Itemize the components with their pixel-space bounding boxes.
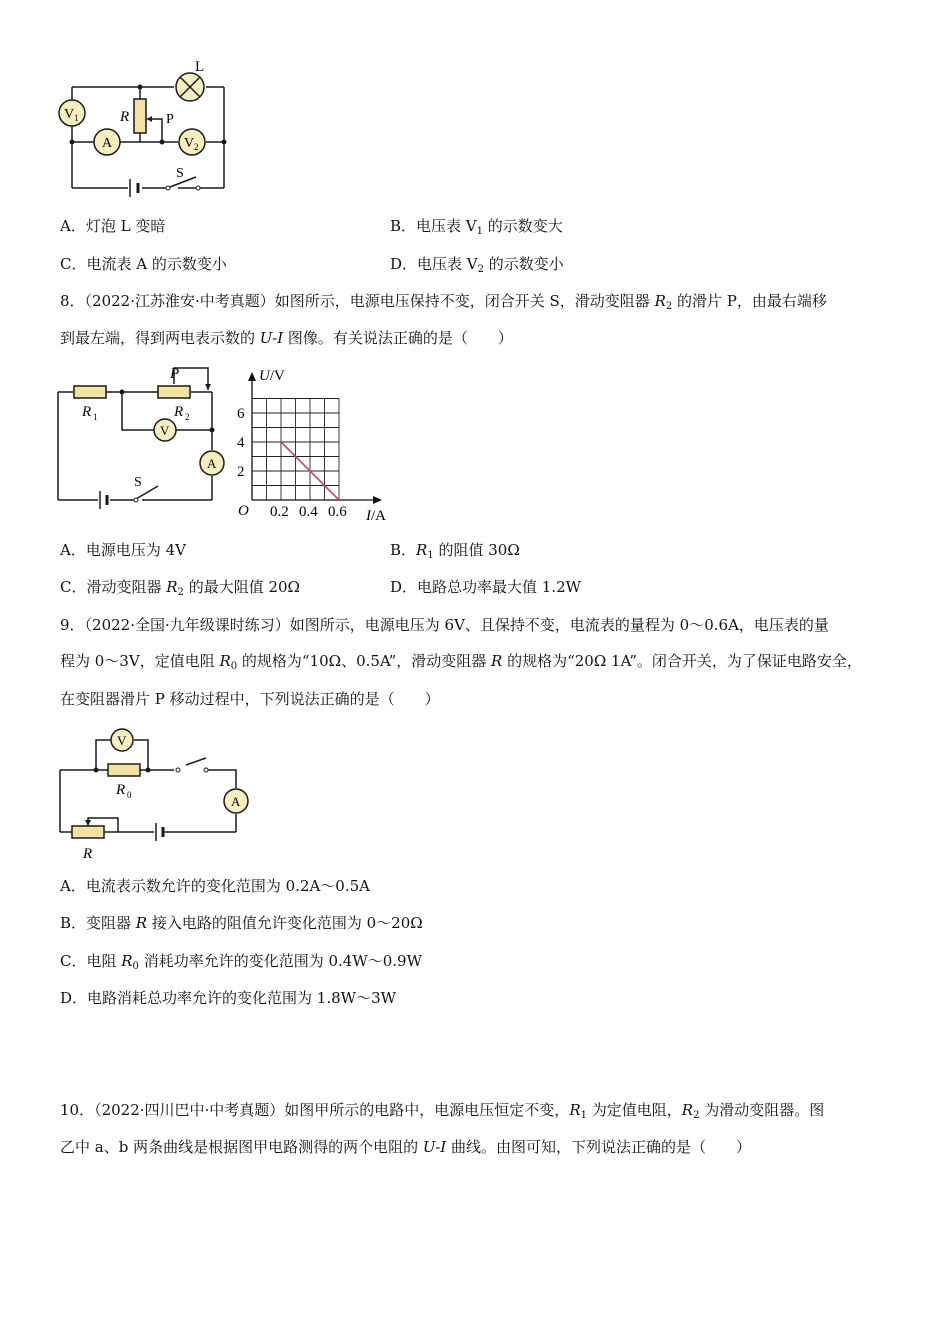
q9-line2-sub: 0 bbox=[230, 661, 238, 672]
q7-option-c-text: C．电流表 A 的示数变小 bbox=[60, 255, 227, 273]
q10-line2-var: U-I bbox=[422, 1138, 447, 1156]
q8-option-a-text: A．电源电压为 4V bbox=[60, 541, 186, 559]
ammeter-label: A bbox=[231, 794, 241, 809]
ammeter-label: A bbox=[207, 456, 217, 471]
x-tick-label: 0.4 bbox=[299, 504, 318, 520]
q7-option-c bbox=[60, 254, 227, 274]
q8-stem-line2 bbox=[60, 328, 513, 348]
rheostat-symbol bbox=[72, 826, 104, 838]
q9-option-b bbox=[60, 913, 423, 933]
q10-line1-var: R bbox=[569, 1101, 581, 1119]
r1-subscript: 1 bbox=[93, 412, 98, 422]
q8-circuit-diagram bbox=[50, 362, 230, 522]
q9-stem-line3 bbox=[60, 689, 440, 709]
q8-line1-sub: 2 bbox=[665, 301, 673, 312]
q8-line2-text-end: 图像。有关说法正确的是（ ） bbox=[283, 329, 513, 347]
q9-line3-text: 在变阻器滑片 P 移动过程中，下列说法正确的是（ ） bbox=[60, 690, 440, 708]
q10-line2-text: 乙中 a、b 两条曲线是根据图甲电路测得的两个电阻的 bbox=[60, 1138, 423, 1156]
q10-line1-var2: R bbox=[681, 1101, 694, 1119]
q7-option-b-sub: 1 bbox=[476, 226, 483, 237]
q7-option-d bbox=[390, 254, 564, 280]
q10-line1-text: 10．（2022·四川巴中·中考真题）如图甲所示的电路中，电源电压恒定不变， bbox=[60, 1101, 570, 1119]
voltmeter-v2-subscript: 2 bbox=[194, 142, 199, 152]
q7-option-b-text-end: 的示数变大 bbox=[483, 217, 563, 235]
rheostat-label: R bbox=[83, 846, 93, 862]
q8-option-c bbox=[60, 577, 300, 603]
r1-label: R bbox=[82, 404, 92, 420]
q9-option-c-text: C．电阻 bbox=[60, 952, 122, 970]
q8-line1-text-end: 的滑片 P，由最右端移 bbox=[672, 292, 827, 310]
r0-label: R bbox=[116, 782, 126, 798]
q8-option-c-sub: 2 bbox=[177, 587, 184, 598]
q8-ui-graph bbox=[232, 368, 402, 526]
q8-option-c-var: R bbox=[166, 578, 178, 596]
q9-option-b-var: R bbox=[135, 914, 148, 932]
q10-line1-sub2: 2 bbox=[693, 1110, 700, 1121]
y-tick-label: 4 bbox=[237, 435, 245, 451]
q9-option-c bbox=[60, 951, 422, 977]
q7-circuit-diagram bbox=[50, 55, 240, 200]
q9-circuit-diagram bbox=[50, 722, 250, 867]
q8-line2-text: 到最左端，得到两电表示数的 bbox=[60, 329, 260, 347]
q8-option-b-var: R bbox=[416, 541, 428, 559]
q9-option-b-text-end: 接入电路的阻值允许变化范围为 0～20Ω bbox=[147, 914, 423, 932]
q8-option-d-text: D．电路总功率最大值 1.2W bbox=[390, 578, 582, 596]
q10-line1-sub: 1 bbox=[580, 1110, 587, 1121]
rheostat-symbol bbox=[134, 99, 146, 133]
q7-option-b bbox=[390, 216, 563, 242]
q9-line2-var2: R bbox=[491, 652, 503, 670]
x-tick-label: 0.2 bbox=[270, 504, 289, 520]
q9-option-b-text: B．变阻器 bbox=[60, 914, 136, 932]
q9-option-c-sub: 0 bbox=[132, 961, 139, 972]
q9-stem-line1 bbox=[60, 615, 829, 635]
q9-line1-text: 9．（2022·全国·九年级课时练习）如图所示，电源电压为 6V、且保持不变，电流表的量程为 0～0.6A，电压表的量 bbox=[60, 616, 829, 634]
q8-line1-text: 8．（2022·江苏淮安·中考真题）如图所示，电源电压保持不变，闭合开关 S，滑动变阻器 bbox=[60, 292, 655, 310]
q7-option-a-text: A．灯泡 L 变暗 bbox=[60, 217, 166, 235]
q7-option-d-text: D．电压表 V bbox=[390, 255, 478, 273]
q8-option-c-text-end: 的最大阻值 20Ω bbox=[183, 578, 300, 596]
slider-label: P bbox=[166, 112, 174, 127]
switch-label: S bbox=[134, 475, 142, 490]
y-tick-label: 2 bbox=[237, 464, 245, 480]
q8-option-d bbox=[390, 577, 581, 597]
q8-option-b-text-end: 的阻值 30Ω bbox=[433, 541, 520, 559]
slider-p-label: P bbox=[170, 366, 180, 382]
q9-option-c-var: R bbox=[121, 952, 133, 970]
q9-option-a bbox=[60, 876, 370, 896]
q8-option-a bbox=[60, 540, 186, 560]
r0-resistor-symbol bbox=[108, 764, 140, 776]
q9-line2-text-mid: 的规格为“10Ω、0.5A”，滑动变阻器 bbox=[237, 652, 492, 670]
q8-line2-var: U-I bbox=[259, 329, 284, 347]
q10-line2-text-end: 曲线。由图可知，下列说法正确的是（ ） bbox=[446, 1138, 752, 1156]
q10-stem-line1 bbox=[60, 1100, 824, 1126]
ammeter-label: A bbox=[102, 136, 113, 151]
y-axis-arrow bbox=[248, 372, 256, 381]
voltmeter-v1-label: V bbox=[64, 107, 75, 122]
q9-line2-text: 程为 0～3V，定值电阻 bbox=[60, 652, 220, 670]
origin-label: O bbox=[238, 503, 249, 519]
q7-option-d-text-end: 的示数变小 bbox=[484, 255, 564, 273]
rheostat-label: R bbox=[120, 109, 130, 125]
q9-option-a-text: A．电流表示数允许的变化范围为 0.2A～0.5A bbox=[60, 877, 370, 895]
x-axis-arrow bbox=[373, 496, 382, 504]
q7-option-a bbox=[60, 216, 165, 236]
q9-option-d-text: D．电路消耗总功率允许的变化范围为 1.8W～3W bbox=[60, 989, 397, 1007]
q7-option-b-text: B．电压表 V bbox=[390, 217, 477, 235]
q8-option-b bbox=[390, 540, 520, 566]
q8-option-b-text: B． bbox=[390, 541, 417, 559]
q9-line2-var: R bbox=[219, 652, 231, 670]
q8-line1-var: R bbox=[654, 292, 666, 310]
q8-option-c-text: C．滑动变阻器 bbox=[60, 578, 167, 596]
r2-rheostat-symbol bbox=[158, 386, 190, 398]
voltmeter-label: V bbox=[117, 733, 127, 748]
q7-option-d-sub: 2 bbox=[477, 264, 485, 275]
voltmeter-label: V bbox=[160, 423, 170, 438]
q9-stem-line2 bbox=[60, 651, 862, 677]
r2-subscript: 2 bbox=[185, 412, 190, 422]
x-axis-label: I/A bbox=[366, 508, 386, 524]
q9-option-c-text-end: 消耗功率允许的变化范围为 0.4W～0.9W bbox=[138, 952, 423, 970]
q8-option-b-sub: 1 bbox=[427, 550, 434, 561]
q10-line1-text-mid: 为定值电阻， bbox=[586, 1101, 682, 1119]
q8-stem-line1 bbox=[60, 291, 827, 317]
r2-label: R bbox=[174, 404, 184, 420]
q10-stem-line2 bbox=[60, 1137, 751, 1157]
q9-option-d bbox=[60, 988, 396, 1008]
x-tick-label: 0.6 bbox=[328, 504, 347, 520]
switch-label: S bbox=[176, 166, 184, 181]
r0-subscript: 0 bbox=[127, 790, 132, 800]
r1-resistor-symbol bbox=[74, 386, 106, 398]
y-axis-label: U/V bbox=[259, 368, 285, 384]
y-tick-label: 6 bbox=[237, 406, 245, 422]
q9-line2-text-end: 的规格为“20Ω 1A”。闭合开关，为了保证电路安全， bbox=[502, 652, 862, 670]
voltmeter-v2-label: V bbox=[184, 136, 195, 151]
q10-line1-text-end: 为滑动变阻器。图 bbox=[699, 1101, 825, 1119]
lamp-label: L bbox=[195, 59, 205, 75]
voltmeter-v1-subscript: 1 bbox=[74, 113, 79, 123]
